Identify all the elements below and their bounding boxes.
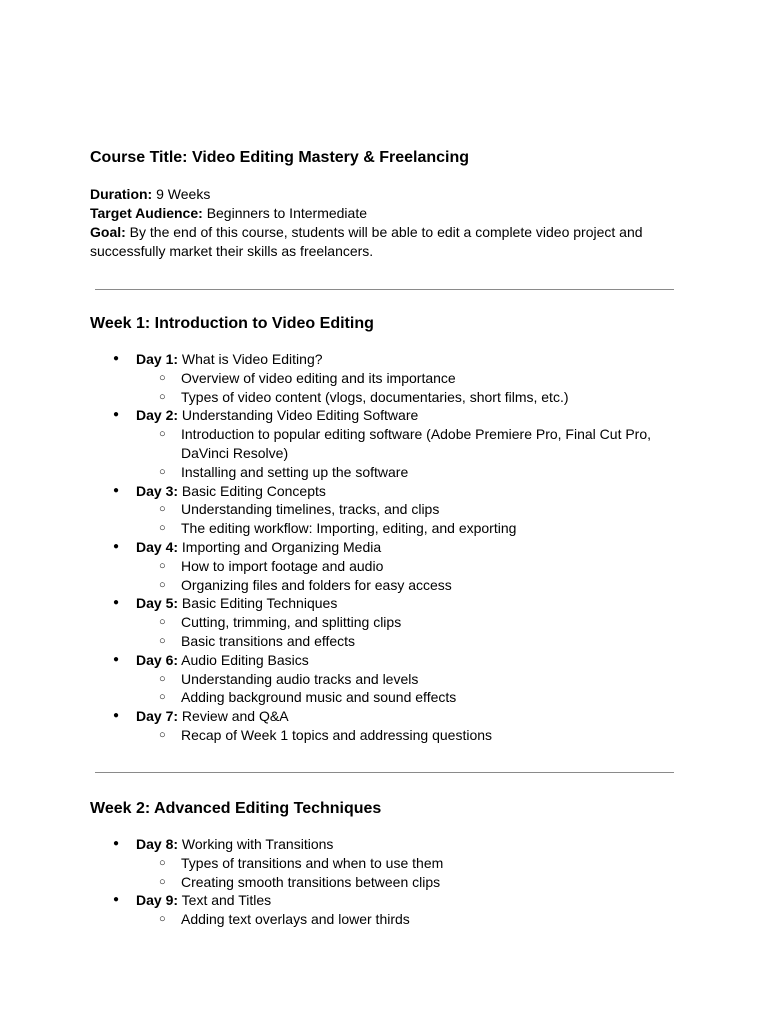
goal-label: Goal: xyxy=(90,224,126,240)
day-topic-list xyxy=(136,425,656,481)
day-label: Day 2: xyxy=(136,407,179,424)
topic-item: ○ Types of transitions and when to use them xyxy=(181,854,656,873)
topic-item: ○ Cutting, trimming, and splitting clips xyxy=(181,613,656,632)
duration-label: Duration: xyxy=(90,186,153,202)
day-topic-list xyxy=(136,369,656,407)
topic-item: ○ Understanding timelines, tracks, and clips xyxy=(181,500,656,519)
topic-item: ○ Recap of Week 1 topics and addressing questions xyxy=(181,726,656,745)
topic-item: ○ The editing workflow: Importing, editing, and exporting xyxy=(181,519,656,538)
day-item xyxy=(0,538,656,594)
duration-line xyxy=(90,185,650,204)
day-topic-list xyxy=(136,726,656,745)
topic-item: ○ Types of video content (vlogs, documentaries, short films, etc.) xyxy=(181,388,656,407)
topic-item: ○ Introduction to popular editing software (Adobe Premiere Pro, Final Cut Pro, DaVinci Resolve) xyxy=(181,425,656,463)
day-item xyxy=(0,482,656,538)
course-meta xyxy=(90,185,650,261)
topic-item: ○ Organizing files and folders for easy access xyxy=(181,576,656,595)
day-item xyxy=(0,406,656,481)
day-title: Review and Q&A xyxy=(181,708,289,725)
day-item xyxy=(0,835,656,891)
audience-label: Target Audience: xyxy=(90,205,203,221)
duration-value: 9 Weeks xyxy=(156,186,211,202)
topic-item: ○ Creating smooth transitions between clips xyxy=(181,873,656,892)
day-title: Audio Editing Basics xyxy=(181,651,309,668)
day-item xyxy=(0,594,656,650)
week-title: Week 1: Introduction to Video Editing xyxy=(90,315,374,332)
day-title: Basic Editing Techniques xyxy=(181,595,338,612)
day-title: Text and Titles xyxy=(181,892,272,909)
day-title: What is Video Editing? xyxy=(181,351,323,367)
week-2-day-list xyxy=(0,835,656,929)
audience-value: Beginners to Intermediate xyxy=(206,205,368,221)
day-item xyxy=(0,350,656,406)
day-label: Day 6: xyxy=(136,651,179,668)
week-1-day-list xyxy=(0,350,656,745)
goal-line xyxy=(90,223,650,261)
day-label: Day 3: xyxy=(136,482,179,499)
day-label: Day 7: xyxy=(136,708,179,725)
week-title: Week 2: Advanced Editing Techniques xyxy=(90,800,382,817)
topic-item: ○ Overview of video editing and its importance xyxy=(181,369,656,388)
day-title: Basic Editing Concepts xyxy=(181,482,326,499)
divider xyxy=(95,289,674,290)
day-label: Day 4: xyxy=(136,538,179,555)
topic-item: ○ Adding background music and sound effects xyxy=(181,688,656,707)
day-topic-list xyxy=(136,613,656,651)
day-item xyxy=(0,891,656,929)
day-title: Understanding Video Editing Software xyxy=(181,407,419,424)
day-topic-list xyxy=(136,500,656,538)
day-topic-list xyxy=(136,910,656,929)
day-item xyxy=(0,651,656,707)
day-label: Day 9: xyxy=(136,892,179,909)
audience-line xyxy=(90,204,650,223)
day-item xyxy=(0,707,656,745)
day-topic-list xyxy=(136,557,656,595)
day-label: Day 8: xyxy=(136,836,179,852)
day-label: Day 5: xyxy=(136,595,179,612)
day-label: Day 1: xyxy=(136,351,179,367)
goal-value: By the end of this course, students will be able to edit a complete video project and successfully market their skills as freelancers. xyxy=(90,224,643,259)
topic-item: ○ Installing and setting up the software xyxy=(181,463,656,482)
day-topic-list xyxy=(136,670,656,708)
day-topic-list xyxy=(136,854,656,892)
day-title: Working with Transitions xyxy=(181,836,334,852)
topic-item: ○ Basic transitions and effects xyxy=(181,632,656,651)
topic-item: ○ Adding text overlays and lower thirds xyxy=(181,910,656,929)
course-title: Course Title: Video Editing Mastery & Freelancing xyxy=(90,149,470,166)
day-title: Importing and Organizing Media xyxy=(181,538,382,555)
topic-item: ○ Understanding audio tracks and levels xyxy=(181,670,656,689)
topic-item: ○ How to import footage and audio xyxy=(181,557,656,576)
divider xyxy=(95,772,674,773)
